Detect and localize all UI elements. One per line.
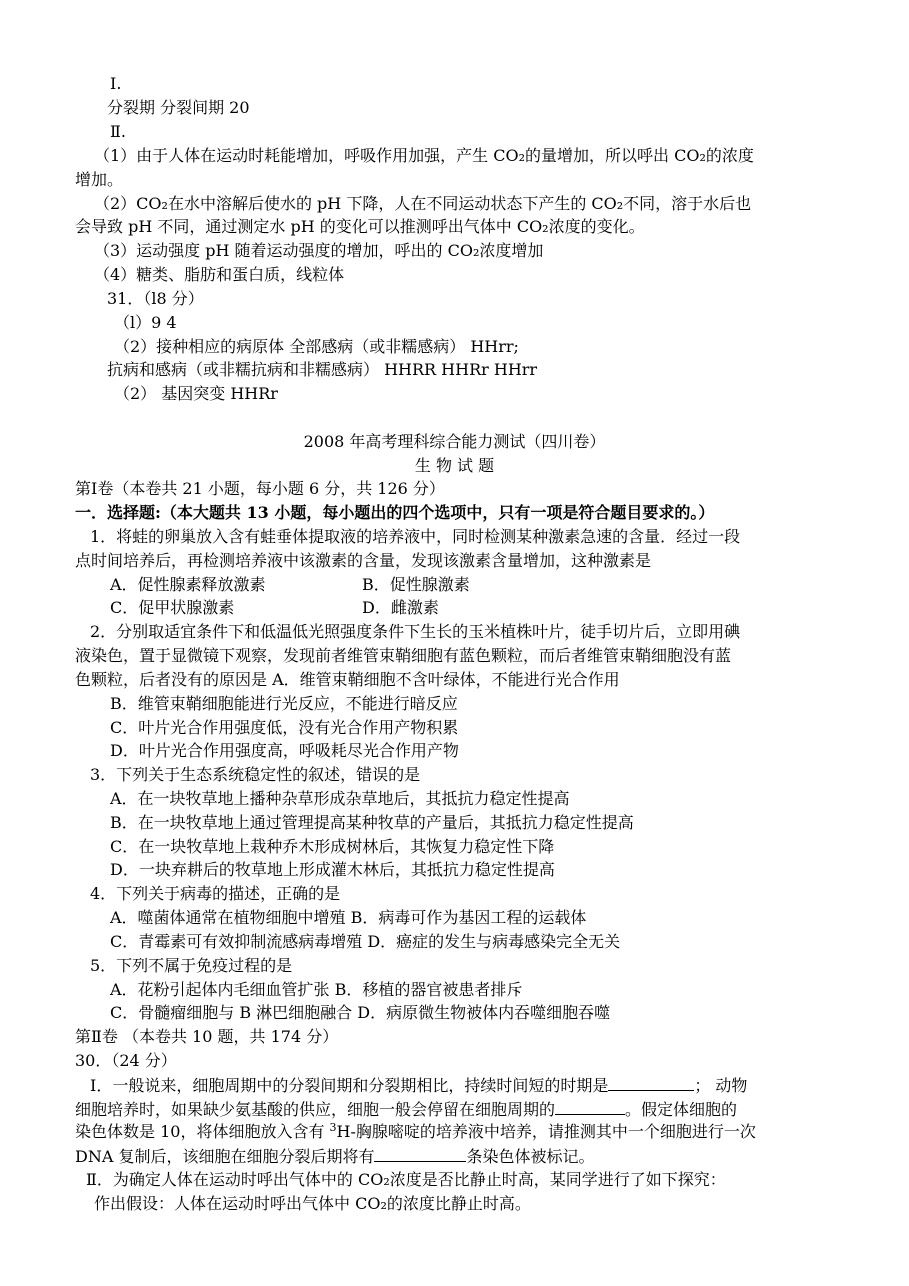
volume1-heading: 第Ⅰ卷（本卷共 21 小题，每小题 6 分，共 126 分） (75, 479, 445, 498)
question-3-option-c: C．在一块牧草地上栽种乔木形成树林后，其恢复力稳定性下降 (110, 837, 555, 856)
q30-line1-text-b: ； 动物 (694, 1076, 748, 1095)
question-3-option-b: B．在一块牧草地上通过管理提高某种牧草的产量后，其抵抗力稳定性提高 (110, 813, 634, 832)
answer-q1-line1: （1）由于人体在运动时耗能增加，呼吸作用加强，产生 CO₂的量增加，所以呼出 CO₂的浓度 (94, 146, 754, 165)
q30-line4-text-b: 条染色体被标记。 (466, 1147, 595, 1166)
answer-q31-3: （2） 基因突变 HHRr (114, 384, 278, 403)
section1-heading: 一．选择题:（本大题共 13 小题，每小题出的四个选项中，只有一项是符合题目要求的。） (75, 503, 715, 522)
question-5-stem: 5．下列不属于免疫过程的是 (90, 956, 293, 975)
answer-q31-title: 31．（l8 分） (107, 289, 204, 308)
question-3-option-a: A．在一块牧草地上播种杂草形成杂草地后，其抵抗力稳定性提高 (110, 789, 570, 808)
question-3-stem: 3．下列关于生态系统稳定性的叙述，错误的是 (90, 765, 421, 784)
question-4-options-ab: A．噬菌体通常在植物细胞中增殖 B．病毒可作为基因工程的运载体 (110, 908, 587, 927)
question-1-line2: 点时间培养后，再检测培养液中该激素的含量，发现该激素含量增加，这种激素是 (75, 551, 652, 570)
question-30-part1-line3 (75, 1121, 756, 1143)
question-5-options-ab: A．花粉引起体内毛细血管扩张 B．移植的器官被患者排斥 (110, 980, 523, 999)
answer-blank-3[interactable] (374, 1145, 466, 1162)
answer-part2-label: Ⅱ. (110, 122, 126, 141)
question-1-option-a: A．促性腺素释放激素 (110, 575, 266, 594)
question-2-line3: 色颗粒，后者没有的原因是 A．维管束鞘细胞不含叶绿体，不能进行光合作用 (75, 670, 620, 689)
question-5-options-cd: C．骨髓瘤细胞与 B 淋巴细胞融合 D．病原微生物被体内吞噬细胞吞噬 (110, 1003, 611, 1022)
question-1-line1: 1．将蛙的卵巢放入含有蛙垂体提取液的培养液中，同时检测某种激素急速的含量．经过一段 (90, 527, 741, 546)
question-2-option-b: B．维管束鞘细胞能进行光反应，不能进行暗反应 (110, 694, 458, 713)
exam-title: 2008 年高考理科综合能力测试（四川卷） (303, 432, 606, 451)
q30-line2-text-b: 。假定体细胞的 (625, 1100, 738, 1119)
q30-line4-text-a: DNA 复制后，该细胞在细胞分裂后期将有 (75, 1147, 375, 1166)
exam-subject: 生 物 试 题 (414, 456, 495, 475)
question-3-option-d: D．一块弃耕后的牧草地上形成灌木林后，其抵抗力稳定性提高 (110, 860, 555, 879)
question-1-option-c: C．促甲状腺激素 (110, 598, 235, 617)
question-30-title: 30．（24 分） (75, 1051, 177, 1070)
question-2-line1: 2．分别取适宜条件下和低温低光照强度条件下生长的玉米植株叶片，徒手切片后，立即用碘 (90, 622, 741, 641)
answer-q2-line1: （2）CO₂在水中溶解后使水的 pH 下降，人在不同运动状态下产生的 CO₂不同，溶于水后也 (94, 194, 752, 213)
answer-blank-1[interactable] (608, 1074, 694, 1091)
question-2-option-c: C．叶片光合作用强度低，没有光合作用产物积累 (110, 718, 459, 737)
question-30-hypothesis: 作出假设：人体在运动时呼出气体中 CO₂的浓度比静止时高。 (94, 1194, 531, 1213)
isotope-superscript: 3 (329, 1121, 337, 1134)
question-30-part1-line4 (75, 1145, 595, 1168)
question-2-line2: 液染色，置于显微镜下观察，发现前者维管束鞘细胞有蓝色颗粒，而后者维管束鞘细胞没有蓝 (75, 646, 732, 665)
question-30-part1-line2 (75, 1098, 737, 1121)
answer-q1-line2: 增加。 (75, 170, 124, 189)
q30-line3-text-a: 染色体数是 10，将体细胞放入含有 (75, 1122, 330, 1141)
question-4-options-cd: C．青霉素可有效抑制流感病毒增殖 D．癌症的发生与病毒感染完全无关 (110, 932, 621, 951)
q30-line2-text-a: 细胞培养时，如果缺少氨基酸的供应，细胞一般会停留在细胞周期的 (75, 1100, 556, 1119)
question-4-stem: 4．下列关于病毒的描述，正确的是 (90, 884, 341, 903)
answer-part1: 分裂期 分裂间期 20 (107, 98, 250, 117)
volume2-heading: 第Ⅱ卷 （本卷共 10 题，共 174 分） (75, 1027, 339, 1046)
answer-q31-2-line1: （2）接种相应的病原体 全部感病（或非糯感病） HHrr; (114, 337, 519, 356)
question-1-option-b: B．促性腺激素 (362, 575, 470, 594)
question-1-option-d: D．雌激素 (362, 598, 439, 617)
question-2-option-d: D．叶片光合作用强度高，呼吸耗尽光合作用产物 (110, 741, 459, 760)
answer-part1-label: Ⅰ. (110, 74, 122, 93)
answer-q31-2-line2: 抗病和感病（或非糯抗病和非糯感病） HHRR HHRr HHrr (107, 360, 538, 379)
answer-q3: （3）运动强度 pH 随着运动强度的增加，呼出的 CO₂浓度增加 (94, 241, 544, 260)
question-30-part1-line1 (90, 1074, 747, 1097)
answer-q4: （4）糖类、脂肪和蛋白质，线粒体 (94, 265, 345, 284)
q30-line3-text-b: H-胸腺嘧啶的培养液中培养，请推测其中一个细胞进行一次 (336, 1122, 756, 1141)
answer-blank-2[interactable] (555, 1098, 625, 1115)
q30-line1-text-a: Ⅰ．一般说来，细胞周期中的分裂间期和分裂期相比，持续时间短的时期是 (90, 1076, 609, 1095)
answer-q31-1: （l）9 4 (114, 313, 177, 332)
answer-q2-line2: 会导致 pH 不同，通过测定水 pH 的变化可以推测呼出气体中 CO₂浓度的变化。 (75, 217, 645, 236)
question-30-part2-intro: Ⅱ．为确定人体在运动时呼出气体中的 CO₂浓度是否比静止时高，某同学进行了如下探究： (86, 1170, 726, 1189)
